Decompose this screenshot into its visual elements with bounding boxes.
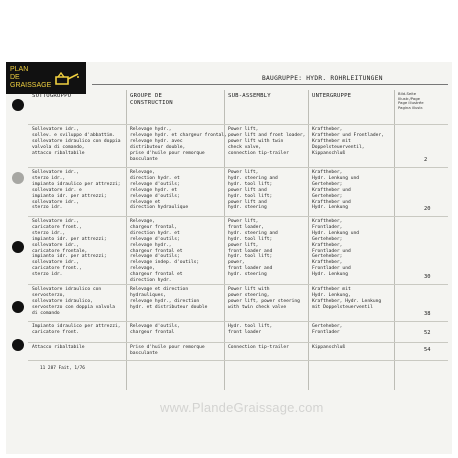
row-1-de: Kraftheber, Kraftheber und Frontlader, Kraftheber mit Doppelsteuerventil, Kippanschluß: [312, 127, 384, 156]
row-2-en: Power lift, hydr. steering and hydr. tool lift; power lift and hydr. tool lift; power lift and hydr. steering: [228, 170, 278, 211]
row-3-fr: Relevage, chargeur frontal, direction hydr. et relevage d'outils; relevage hydr., chargeur frontal et relevage d'outils; relevage indep. d'outils; relevage, chargeur frontal et direction hydr.: [130, 219, 200, 284]
logo-line: GRAISSAGE: [10, 82, 52, 89]
row-6-de: Kippanschluß: [312, 345, 346, 350]
binder-hole: [12, 301, 24, 313]
logo-line: PLAN: [10, 66, 29, 73]
row-divider: [28, 124, 448, 125]
column-header-it: SOTTOGRUPPO: [32, 93, 72, 99]
row-4-page: 38: [424, 311, 431, 317]
binder-hole: [12, 241, 24, 253]
row-5-en: Hydr. tool lift, front loader: [228, 324, 273, 335]
row-4-en: Power lift with power steering, power lift, power steering with twin check valve: [228, 287, 300, 310]
column-header-de: UNTERGRUPPE: [312, 93, 352, 99]
row-6-it: Attacco ribaltabile: [32, 345, 85, 350]
column-divider: [308, 90, 309, 390]
row-1-en: Power lift, power lift and front loader, power lift with twin check valve, connection tip-trailer: [228, 127, 306, 156]
row-1-it: Sollevatore idr., sollev. e sviluppo d'abbattim. sollevatore idraulico con doppia valvola di comando, attacco ribaltabile: [32, 127, 121, 156]
row-6-page: 54: [424, 347, 431, 353]
column-divider: [394, 90, 395, 390]
row-divider: [28, 167, 448, 168]
row-6-en: Connection tip-trailer: [228, 345, 289, 350]
row-2-fr: Relevage, direction hydr. et relevage d'outils; relevage hydr. et relevage d'outils; relevage et direction hydraulique: [130, 170, 189, 211]
header-divider: [92, 84, 448, 85]
baugruppe-title: BAUGRUPPE: HYDR. ROHRLEITUNGEN: [262, 75, 383, 82]
row-4-it: Sollevatore idraulico con servosterzo, sollevatore idraulico, servosterzo con doppia valvola di comando: [32, 287, 115, 316]
row-1-fr: Relevage hydr., relevage hydr. et chargeur frontal, relevage hydr. avec distributeur double, prise d'huile pour remorque basculante: [130, 127, 227, 162]
row-divider: [28, 342, 448, 343]
row-2-it: Sollevatore idr., sterzo idr., impianto idraulico per attrezzi; sollevatore idr. e impianto idr. per attrezzi; sollevatore idr., sterzo idr.: [32, 170, 121, 211]
column-header-fr: GROUPE DE CONSTRUCTION: [130, 93, 173, 106]
row-5-fr: Relevage d'outils, chargeur frontal: [130, 324, 180, 335]
binder-hole: [12, 99, 24, 111]
row-6-fr: Prise d'huile pour remorque basculante: [130, 345, 205, 356]
row-2-de: Kraftheber, Hydr. Lenkung und Gerteheber; Kraftheber und Gerteheber; Kraftheber und Hydr. Lenkung: [312, 170, 360, 211]
plan-de-graissage-logo: [6, 62, 86, 94]
binder-hole: [12, 172, 24, 184]
row-4-de: Kraftheber mit Hydr. Lenkung, Kraftheber, Hydr. Lenkung mit Doppelsteuerventil: [312, 287, 382, 310]
row-2-page: 20: [424, 206, 431, 212]
row-5-it: Impianto idraulico per attrezzi, caricatore front.: [32, 324, 121, 335]
row-divider: [28, 321, 448, 322]
page-reference-note: Bild-Seite Illustr./Page Page illustrée Pagina illustr.: [398, 91, 424, 110]
row-3-it: Sollevatore idr., caricatore front., sterzo idr., impianto idr. per attrezzi; sollevatore idr., caricatore frontale, impianto idr. per attrezzi; sollevatore idr., caricatore front., sterzo idr.: [32, 219, 107, 278]
row-3-page: 30: [424, 274, 431, 280]
row-5-page: 52: [424, 330, 431, 336]
row-5-de: Gerteheber, Frontlader: [312, 324, 343, 335]
row-1-page: 2: [424, 157, 428, 163]
footer-code: 11 287 Fait, 1/76: [40, 366, 85, 371]
row-divider: [28, 360, 448, 361]
logo-line: DE: [10, 74, 20, 81]
row-divider: [28, 284, 448, 285]
row-4-fr: Relevage et direction hydrauliques, relevage hydr., direction hydr. et distributeur double: [130, 287, 208, 310]
column-header-en: SUB-ASSEMBLY: [228, 93, 271, 99]
watermark: www.PlandeGraissage.com: [160, 400, 324, 415]
binder-hole: [12, 339, 24, 351]
row-3-de: Kraftheber, Frontlader, Hydr. Lenkung und Gerteheber; Kraftheber, Frontlader und Gerteheber; Kraftheber, Frontlader und Hydr. Lenkung: [312, 219, 360, 278]
column-divider: [126, 90, 127, 390]
oil-can-icon: [52, 69, 80, 87]
row-divider: [28, 216, 448, 217]
row-3-en: Power lift, front loader, hydr. steering and hydr. tool lift; power lift, front loader and hydr. tool lift; power, front loader and hydr. steering: [228, 219, 278, 278]
